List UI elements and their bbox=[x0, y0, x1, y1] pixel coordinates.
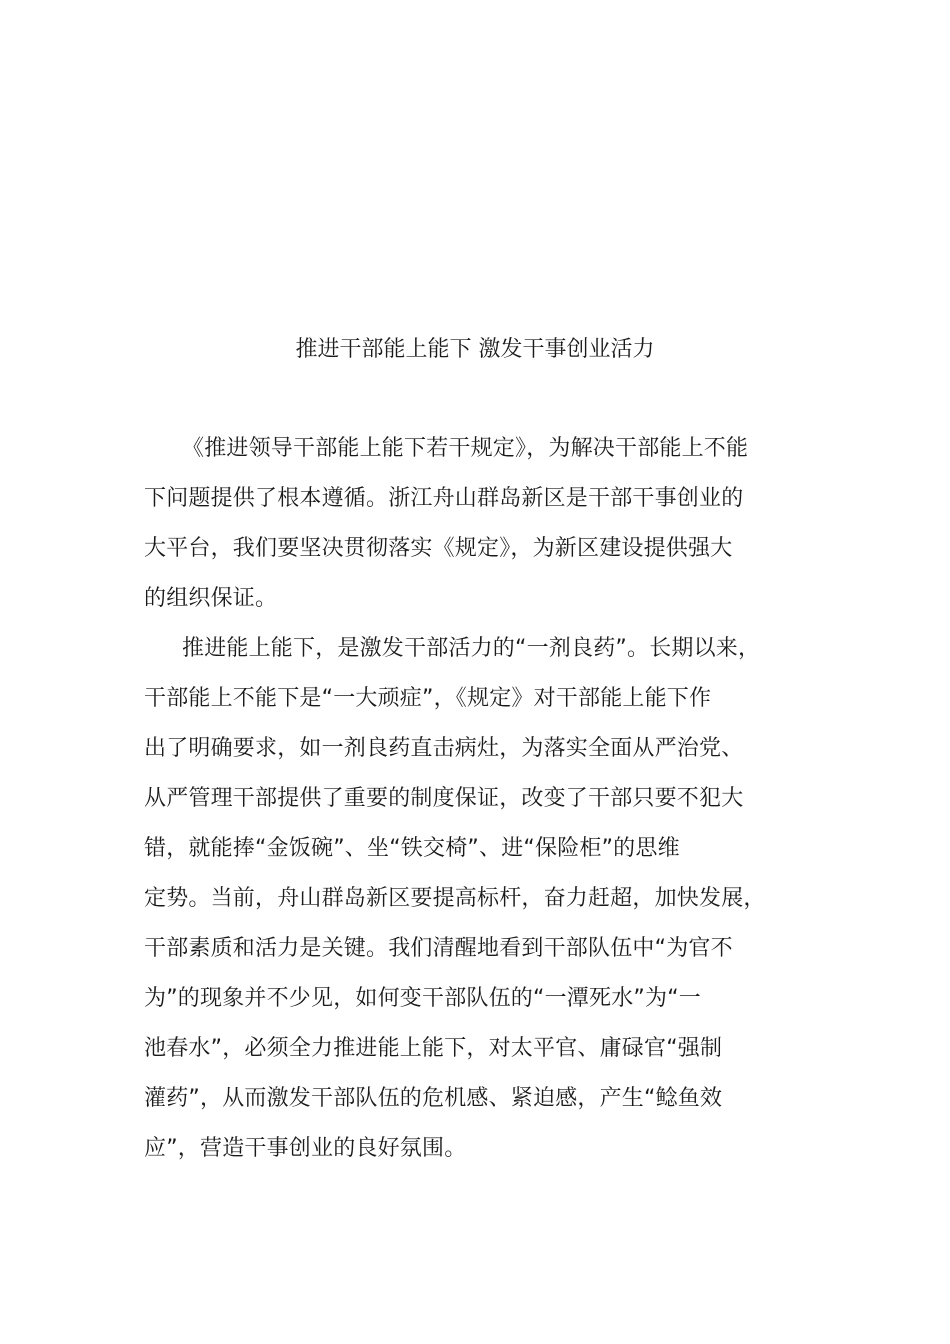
paragraph-line: 定势。当前，舟山群岛新区要提高标杆，奋力赶超，加快发展， bbox=[144, 886, 766, 911]
paragraph-line: 干部能上不能下是“一大顽症”，《规定》对干部能上能下作 bbox=[144, 686, 712, 711]
paragraph-line: 《推进领导干部能上能下若干规定》，为解决干部能上不能 bbox=[182, 436, 749, 461]
paragraph-line: 为”的现象并不少见，如何变干部队伍的“一潭死水”为“一 bbox=[144, 986, 701, 1011]
paragraph-line: 的组织保证。 bbox=[144, 586, 278, 611]
paragraph-line: 出了明确要求，如一剂良药直击病灶，为落实全面从严治党、 bbox=[144, 736, 744, 761]
paragraph-line: 灌药”，从而激发干部队伍的危机感、紧迫感，产生“鲶鱼效 bbox=[144, 1086, 723, 1111]
paragraph-1 bbox=[144, 424, 824, 624]
paragraph-line: 下问题提供了根本遵循。浙江舟山群岛新区是干部干事创业的 bbox=[144, 486, 744, 511]
paragraph-line: 池春水”，必须全力推进能上能下，对太平官、庸碌官“强制 bbox=[144, 1036, 723, 1061]
paragraph-line: 推进能上能下，是激发干部活力的“一剂良药”。长期以来， bbox=[182, 636, 761, 661]
document-body bbox=[144, 424, 824, 1174]
paragraph-line: 应”，营造干事创业的良好氛围。 bbox=[144, 1136, 467, 1161]
paragraph-line: 大平台，我们要坚决贯彻落实《规定》，为新区建设提供强大 bbox=[144, 536, 733, 561]
paragraph-2 bbox=[144, 624, 824, 1174]
paragraph-line: 干部素质和活力是关键。我们清醒地看到干部队伍中“为官不 bbox=[144, 936, 733, 961]
paragraph-line: 错，就能捧“金饭碗”、坐“铁交椅”、进“保险柜”的思维 bbox=[144, 836, 680, 861]
document-title: 推进干部能上能下 激发干事创业活力 bbox=[295, 337, 655, 362]
paragraph-line: 从严管理干部提供了重要的制度保证，改变了干部只要不犯大 bbox=[144, 786, 744, 811]
